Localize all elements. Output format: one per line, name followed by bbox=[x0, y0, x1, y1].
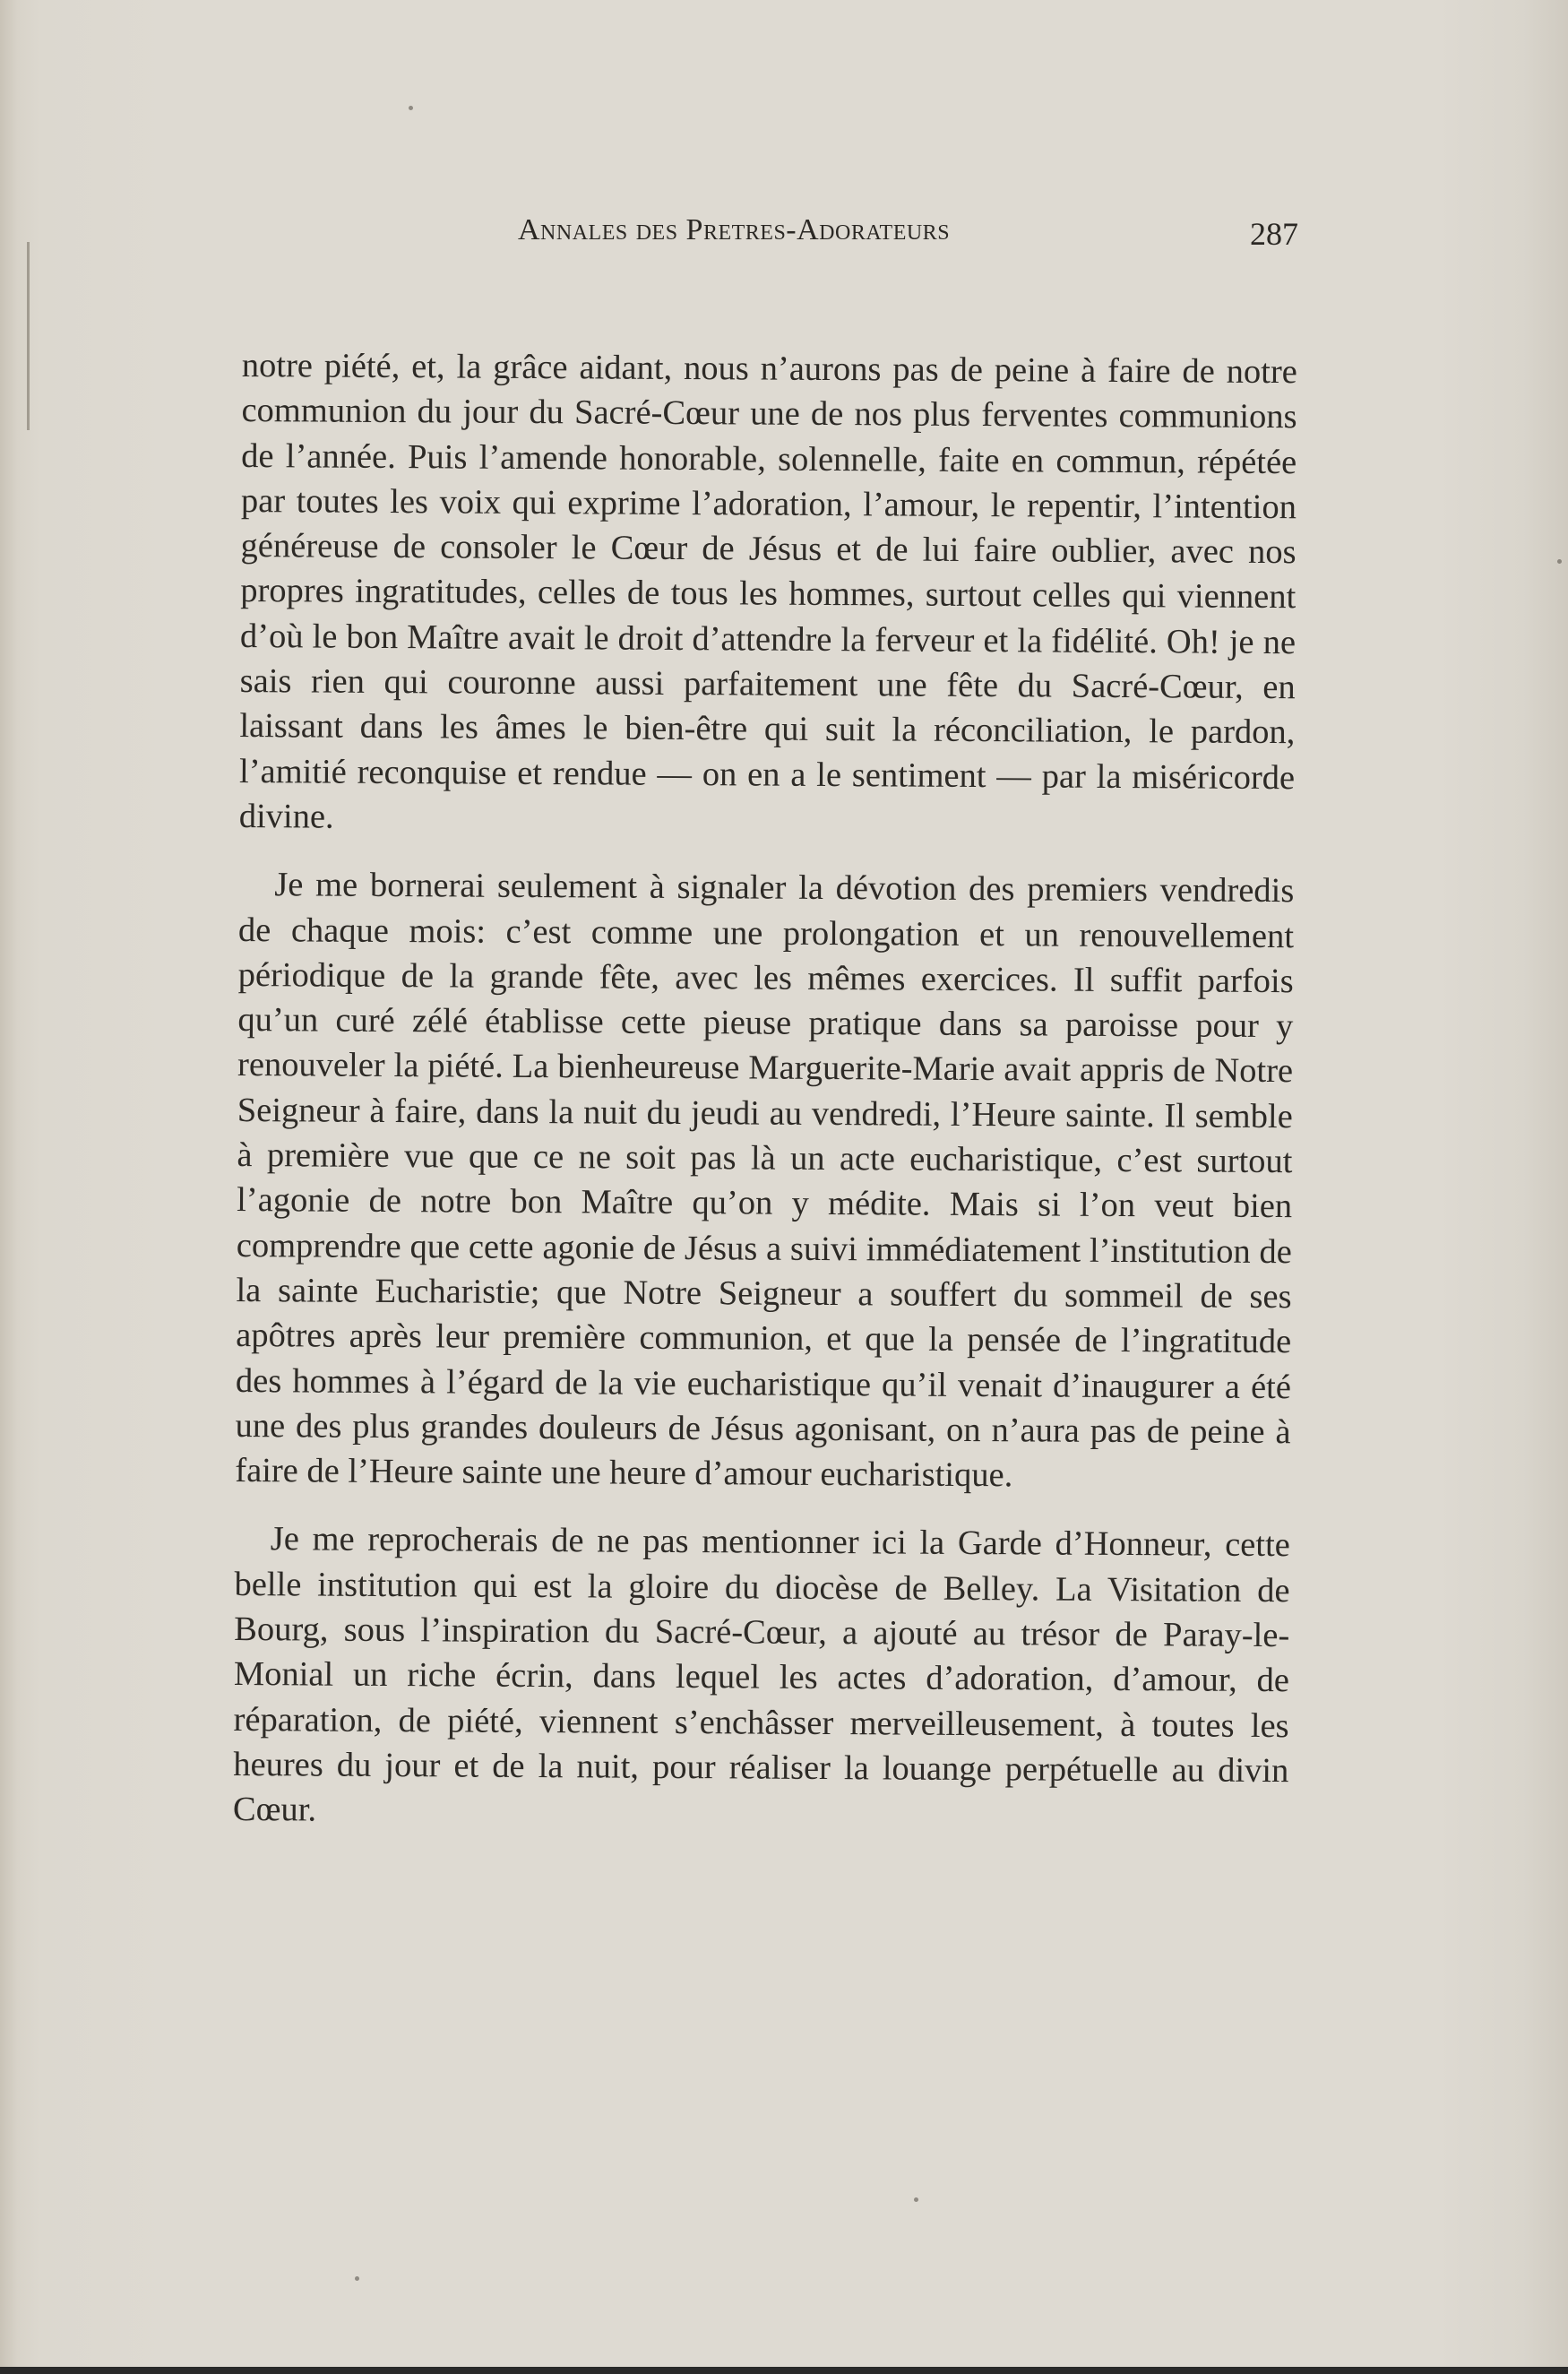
binding-gutter-line bbox=[27, 242, 30, 430]
paper-speck bbox=[409, 106, 413, 110]
scan-bottom-edge bbox=[0, 2367, 1568, 2374]
paragraph-continued: notre piété, et, la grâce aidant, nous n’aurons pas de peine à faire de notre communion du jour du Sacré-Cœur une de nos plus ferventes communions de l’année. Puis l’amende honorable, solennelle, faite en commun, répétée par toutes les voix qui exprime l’adoration, l’amour, le repentir, l’intention généreuse de consoler le Cœur de Jésus et de lui faire oublier, avec nos propres ingratitudes, celles de tous les hommes, surtout celles qui viennent d’où le bon Maître avait le droit d’attendre la ferveur et la fidélité. Oh! je ne sais rien qui couronne aussi parfaitement une fête du Sacré-Cœur, en laissant dans les âmes le bien-être qui suit la réconciliation, le pardon, l’amitié reconquise et rendue — on en a le sentiment — par la miséricorde divine. bbox=[238, 346, 1297, 836]
paper-speck bbox=[355, 2276, 359, 2281]
running-header-title: Annales des Pretres-Adorateurs bbox=[518, 213, 951, 246]
paper-speck bbox=[914, 2197, 918, 2202]
paragraph: Je me reprocherais de ne pas mentionner ici la Garde d’Honneur, cette belle institution qui est la gloire du diocèse de Belley. La Visitation de Bourg, sous l’inspiration du Sacré-Cœur, a ajouté au trésor de Paray-le-Monial un riche écrin, dans lequel les actes d’adoration, d’amour, de réparation, de piété, viennent s’enchâsser merveilleusement, à toutes les heures du jour et de la nuit, pour réaliser la louange perpétuelle au divin Cœur. bbox=[232, 1520, 1290, 1829]
paragraph: Je me bornerai seulement à signaler la dévotion des premiers vendredis de chaque mois: c’est comme une prolongation et un renouvellement périodique de la grande fête, avec les mêmes exercices. Il suffit parfois qu’un curé zélé établisse cette pieuse pratique dans sa paroisse pour y renouveler la piété. La bienheureuse Marguerite-Marie avait appris de Notre Seigneur à faire, dans la nuit du jeudi au vendredi, l’Heure sainte. Il semble à première vue que ce ne soit pas là un acte eucharistique, c’est surtout l’agonie de notre bon Maître qu’on y médite. Mais si l’on veut bien comprendre que cette agonie de Jésus a suivi immédiatement l’institution de la sainte Eucharistie; que Notre Seigneur a souffert du sommeil de ses apôtres après leur première communion, et que la pensée de l’ingratitude des hommes à l’égard de la vie eucharistique qu’il venait d’inaugurer a été une des plus grandes douleurs de Jésus agonisant, on n’aura pas de peine à faire de l’Heure sainte une heure d’amour eucharistique. bbox=[235, 866, 1295, 1495]
page-number: 287 bbox=[1250, 216, 1298, 252]
paper-speck bbox=[1557, 559, 1562, 564]
body-text bbox=[233, 343, 1297, 1862]
